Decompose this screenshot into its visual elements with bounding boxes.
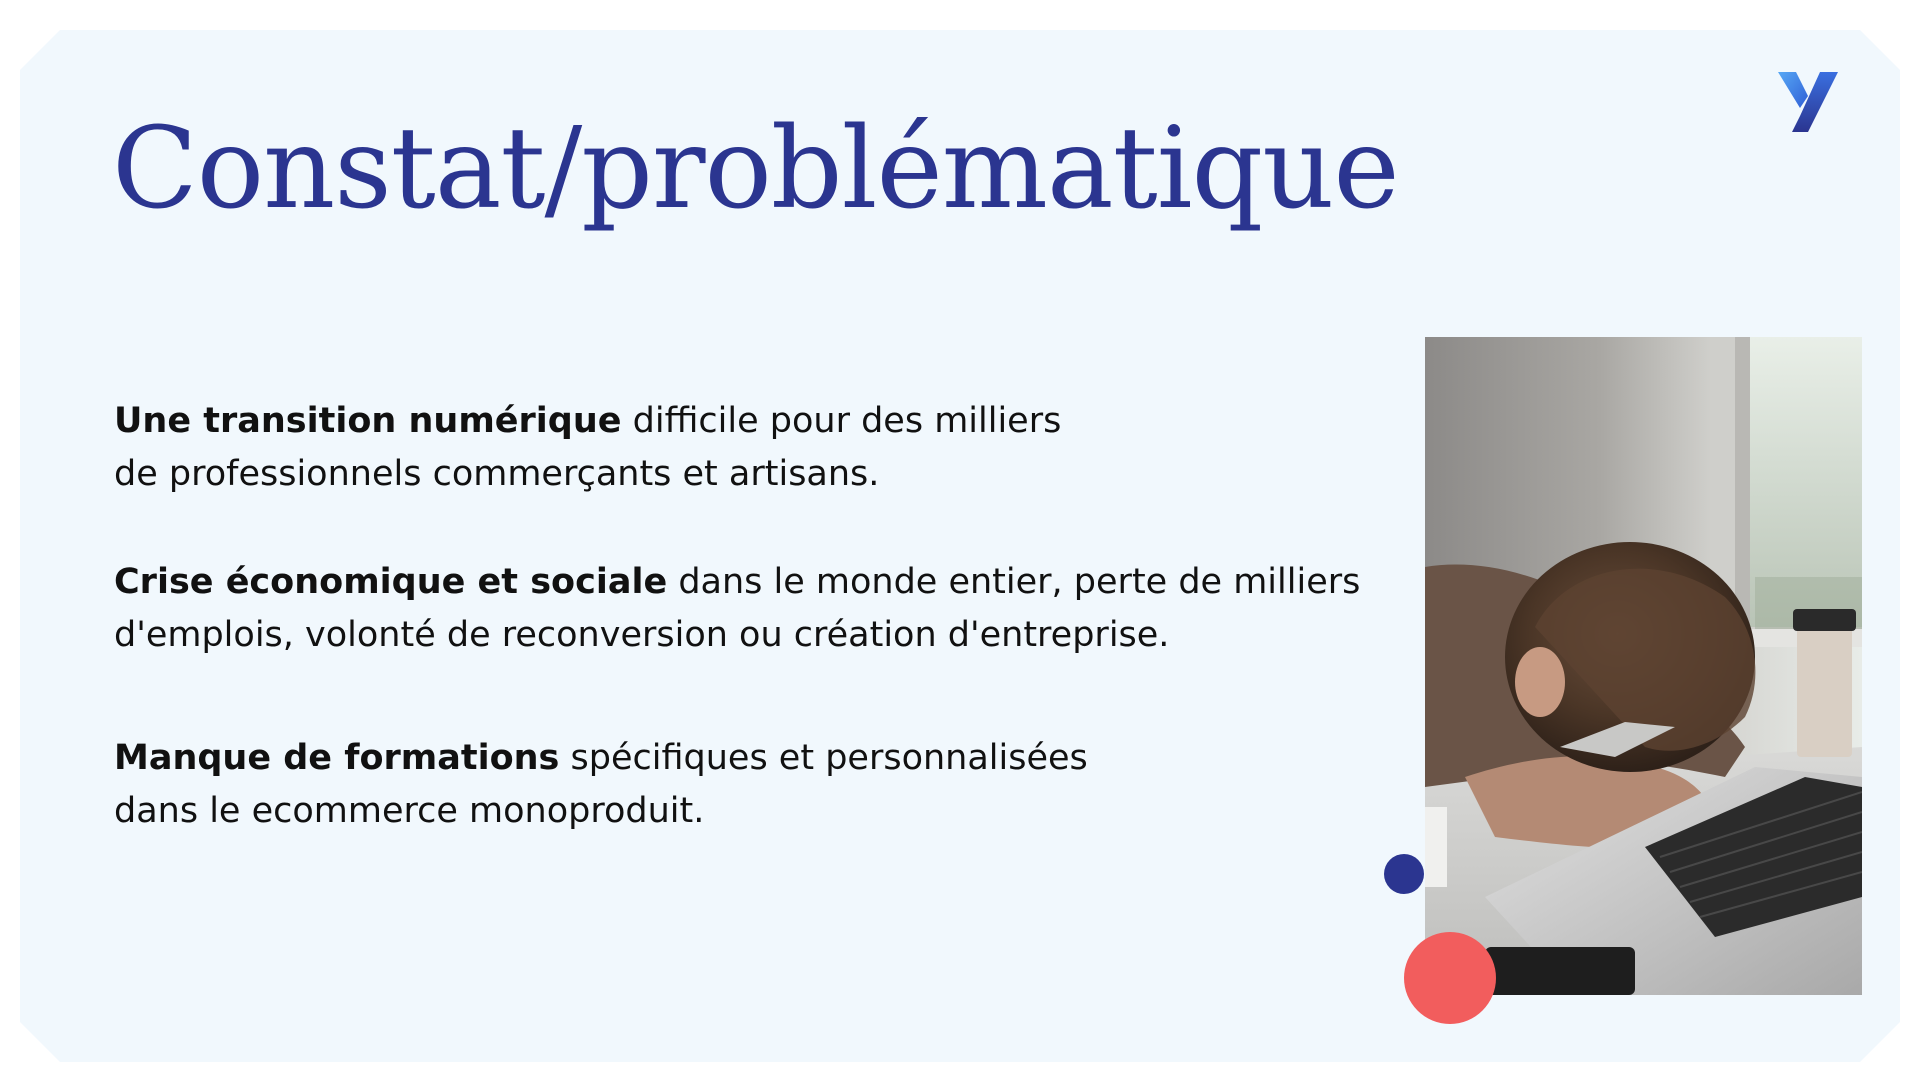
tired-person-photo [1425,337,1862,995]
paragraph-bold-lead: Manque de formations [114,738,560,778]
paragraph-lack-of-training [114,732,1088,838]
y-logo-icon [1778,70,1838,132]
decorative-coral-dot [1404,932,1496,1024]
paragraph-rest: spécifiques et personnalisées [559,738,1088,778]
decorative-blue-dot [1384,854,1424,894]
paragraph-line2: d'emplois, volonté de reconversion ou création d'entreprise. [114,615,1170,655]
paragraph-economic-crisis [114,556,1360,662]
paragraph-rest: dans le monde entier, perte de milliers [667,562,1361,602]
slide-title: Constat/problématique [112,104,1399,234]
paragraph-bold-lead: Crise économique et sociale [114,562,668,602]
paragraph-line2: dans le ecommerce monoproduit. [114,791,705,831]
paragraph-line2: de professionnels commerçants et artisans. [114,454,880,494]
paragraph-rest: difficile pour des milliers [621,401,1062,441]
paragraph-bold-lead: Une transition numérique [114,401,622,441]
paragraph-digital-transition [114,395,1061,501]
